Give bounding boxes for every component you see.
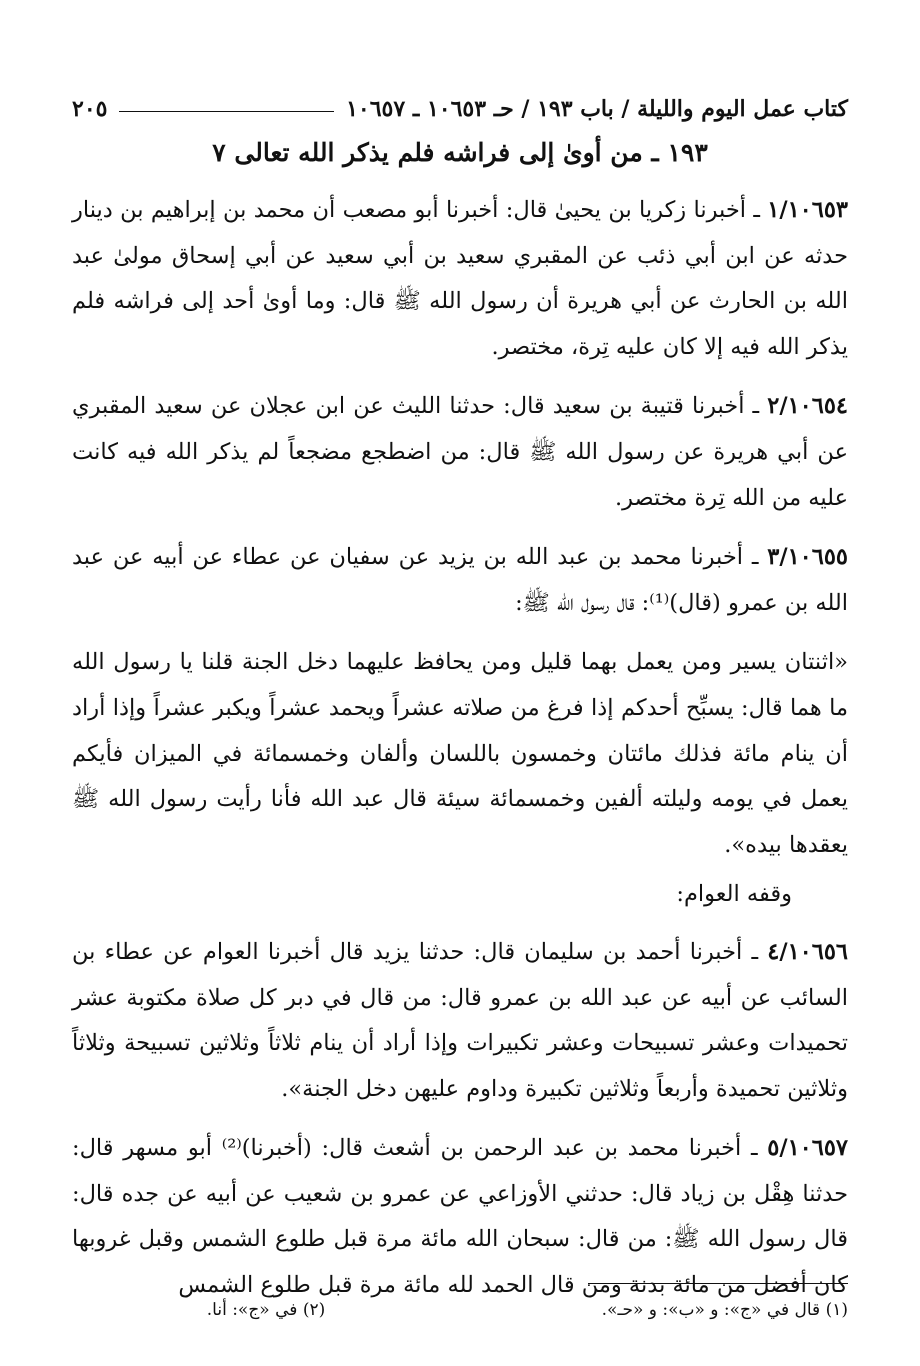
hadith-paragraph (72, 930, 848, 1112)
hadith-number: ٥/١٠٦٥٧ (767, 1135, 848, 1162)
hadith-paragraph (72, 188, 848, 370)
page-number: ٢٠٥ (72, 96, 108, 122)
book-page (72, 86, 848, 1348)
mawquf-note: وقفه العوام: (676, 881, 792, 908)
hadith-text: «اثنتان يسير ومن يعمل بهما قليل ومن يحافظ عليهما دخل الجنة قلنا يا رسول الله ما هما قال: يسبِّح أحدكم إذا فرغ من صلاته عشراً ويحمد عشراً ويكبر عشراً وإذا أراد أن ينام مائة فذلك مائتان وخمسون باللسان وألفان وخمسمائة في الميزان فأيكم يعمل في يومه وليلته ألفين وخمسمائة سيئة قال عبد الله فأنا رأيت رسول الله ﷺ يعقدها بيده». (72, 649, 848, 858)
hadith-text: ـ أخبرنا أحمد بن سليمان قال: حدثنا يزيد قال أخبرنا العوام عن عطاء بن السائب عن أبيه عن عبد الله بن عمرو قال: من قال في دبر كل صلاة مكتوبة عشر تحميدات وعشر تسبيحات وعشر تكبيرات وإذا أراد أن ينام ثلاثاً وثلاثين تسبيحة وثلاثاً وثلاثين تحميدة وأربعاً وثلاثين تكبيرة وداوم عليهن دخل الجنة». (72, 938, 848, 1102)
footnote-rule (588, 1283, 848, 1284)
chapter-title: ١٩٣ ـ من أوىٰ إلى فراشه فلم يذكر الله تعالى ٧ (212, 138, 708, 167)
hadith-paragraph (72, 1126, 848, 1308)
running-title: كتاب عمل اليوم والليلة / باب ١٩٣ / حـ ١٠٦٥٣ ـ ١٠٦٥٧ (346, 96, 848, 122)
hadith-number: ٤/١٠٦٥٦ (767, 938, 848, 965)
hadith-text: ـ أخبرنا محمد بن عبد الله بن يزيد عن سفيان عن عطاء عن أبيه عن عبد الله بن عمرو (قال)⁽¹⁾: قال رسول الله ﷺ: (72, 544, 848, 616)
footnotes (72, 1298, 848, 1322)
footnote-1: (١) قال في «ج»: و «ب»: و «حـ». (601, 1300, 848, 1320)
footnote-2: (٢) في «ج»: أنا. (206, 1300, 326, 1320)
hadith-number: ٣/١٠٦٥٥ (767, 544, 848, 571)
hadith-number: ٢/١٠٦٥٤ (767, 393, 848, 420)
hadith-text: ـ أخبرنا محمد بن عبد الرحمن بن أشعث قال: (أخبرنا)⁽²⁾ أبو مسهر قال: حدثنا هِقْل بن زياد قال: حدثني الأوزاعي عن عمرو بن شعيب عن أبيه عن جده قال: قال رسول الله ﷺ: من قال: سبحان الله مائة مرة قبل طلوع الشمس وقبل غروبها كان أفضل من مائة بدنة ومن قال الحمد لله مائة مرة قبل طلوع الشمس (72, 1135, 848, 1299)
body-text (72, 188, 848, 1323)
hadith-number: ١/١٠٦٥٣ (767, 197, 848, 223)
hadith-paragraph (72, 384, 848, 521)
hadith-paragraph (72, 535, 848, 626)
running-header (72, 86, 848, 122)
hadith-text: ـ أخبرنا زكريا بن يحيىٰ قال: أخبرنا أبو مصعب أن محمد بن إبراهيم بن دينار حدثه عن ابن أبي ذئب عن المقبري سعيد بن أبي سعيد عن أبي إسحاق مولىٰ عبد الله بن الحارث عن أبي هريرة أن رسول الله ﷺ قال: وما أوىٰ أحد إلى فراشه فلم يذكر الله فيه إلا كان عليه تِرة، مختصر. (72, 197, 848, 360)
hadith-text: ـ أخبرنا قتيبة بن سعيد قال: حدثنا الليث عن ابن عجلان عن سعيد المقبري عن أبي هريرة عن رسول الله ﷺ قال: من اضطجع مضجعاً لم يذكر الله فيه كانت عليه من الله تِرة مختصر. (72, 393, 848, 511)
header-rule (119, 111, 334, 112)
hadith-quote (72, 640, 848, 868)
